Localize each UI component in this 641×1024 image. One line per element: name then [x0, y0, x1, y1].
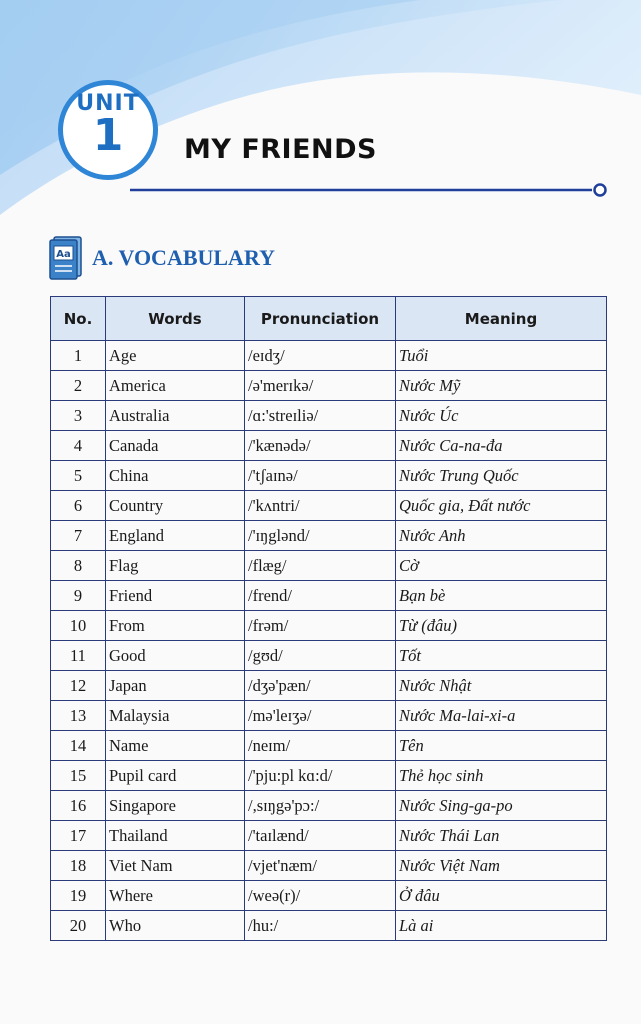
cell-pronunciation: /'pju:pl kɑ:d/: [245, 761, 396, 791]
cell-pronunciation: /frend/: [245, 581, 396, 611]
cell-pronunciation: /weə(r)/: [245, 881, 396, 911]
vocabulary-table: [50, 296, 607, 941]
header-no: No.: [51, 297, 106, 341]
cell-pronunciation: /vjet'næm/: [245, 851, 396, 881]
cell-no: 19: [51, 881, 106, 911]
cell-word: Viet Nam: [106, 851, 245, 881]
table-row: [51, 521, 607, 551]
cell-meaning: Là ai: [396, 911, 607, 941]
header-pronunciation: Pronunciation: [245, 297, 396, 341]
cell-meaning: Tuổi: [396, 341, 607, 371]
header-words: Words: [106, 297, 245, 341]
cell-meaning: Cờ: [396, 551, 607, 581]
table-row: [51, 431, 607, 461]
cell-no: 17: [51, 821, 106, 851]
cell-meaning: Quốc gia, Đất nước: [396, 491, 607, 521]
cell-pronunciation: /neɪm/: [245, 731, 396, 761]
cell-no: 3: [51, 401, 106, 431]
table-row: [51, 701, 607, 731]
table-row: [51, 641, 607, 671]
cell-meaning: Nước Ma-lai-xi-a: [396, 701, 607, 731]
table-row: [51, 341, 607, 371]
cell-word: Name: [106, 731, 245, 761]
cell-pronunciation: /'taɪlænd/: [245, 821, 396, 851]
cell-no: 6: [51, 491, 106, 521]
cell-pronunciation: /'kænədə/: [245, 431, 396, 461]
table-header-row: [51, 297, 607, 341]
svg-text:Aa: Aa: [56, 249, 71, 260]
cell-pronunciation: /ə'merɪkə/: [245, 371, 396, 401]
cell-meaning: Nước Anh: [396, 521, 607, 551]
cell-pronunciation: /ɑ:'streɪliə/: [245, 401, 396, 431]
cell-pronunciation: /dʒə'pæn/: [245, 671, 396, 701]
unit-number: 1: [92, 110, 124, 161]
cell-meaning: Nước Trung Quốc: [396, 461, 607, 491]
section-title: A. VOCABULARY: [92, 245, 275, 270]
header-meaning: Meaning: [396, 297, 607, 341]
table-row: [51, 371, 607, 401]
table-row: [51, 731, 607, 761]
unit-label: UNIT: [76, 91, 140, 116]
table-row: [51, 671, 607, 701]
cell-pronunciation: /mə'leɪʒə/: [245, 701, 396, 731]
cell-pronunciation: /'ɪŋglənd/: [245, 521, 396, 551]
cell-pronunciation: /gʊd/: [245, 641, 396, 671]
cell-no: 11: [51, 641, 106, 671]
table-row: [51, 851, 607, 881]
cell-meaning: Nước Mỹ: [396, 371, 607, 401]
cell-meaning: Ở đâu: [396, 881, 607, 911]
cell-no: 9: [51, 581, 106, 611]
cell-meaning: Bạn bè: [396, 581, 607, 611]
cell-no: 7: [51, 521, 106, 551]
cell-word: China: [106, 461, 245, 491]
cell-word: Singapore: [106, 791, 245, 821]
cell-word: Australia: [106, 401, 245, 431]
cell-word: Age: [106, 341, 245, 371]
unit-badge: [58, 80, 158, 180]
cell-pronunciation: /eɪdʒ/: [245, 341, 396, 371]
cell-word: From: [106, 611, 245, 641]
cell-meaning: Nước Việt Nam: [396, 851, 607, 881]
cell-word: Canada: [106, 431, 245, 461]
cell-no: 12: [51, 671, 106, 701]
cell-no: 2: [51, 371, 106, 401]
cell-word: Pupil card: [106, 761, 245, 791]
cell-no: 20: [51, 911, 106, 941]
title-underline: [130, 182, 610, 198]
cell-no: 1: [51, 341, 106, 371]
table-body: [51, 341, 607, 941]
table-row: [51, 761, 607, 791]
cell-meaning: Tốt: [396, 641, 607, 671]
cell-word: Who: [106, 911, 245, 941]
cell-no: 15: [51, 761, 106, 791]
table-row: [51, 791, 607, 821]
cell-word: Japan: [106, 671, 245, 701]
cell-word: Country: [106, 491, 245, 521]
table-row: [51, 401, 607, 431]
table-row: [51, 821, 607, 851]
cell-pronunciation: /'kʌntri/: [245, 491, 396, 521]
cell-no: 16: [51, 791, 106, 821]
cell-pronunciation: /,sɪŋgə'pɔ:/: [245, 791, 396, 821]
cell-meaning: Nước Nhật: [396, 671, 607, 701]
cell-meaning: Nước Sing-ga-po: [396, 791, 607, 821]
table-row: [51, 491, 607, 521]
cell-no: 13: [51, 701, 106, 731]
cell-pronunciation: /'tʃaɪnə/: [245, 461, 396, 491]
cell-word: Friend: [106, 581, 245, 611]
table-row: [51, 551, 607, 581]
vocabulary-book-icon: [47, 236, 83, 280]
cell-pronunciation: /hu:/: [245, 911, 396, 941]
cell-no: 8: [51, 551, 106, 581]
cell-meaning: Nước Thái Lan: [396, 821, 607, 851]
cell-word: America: [106, 371, 245, 401]
cell-pronunciation: /frəm/: [245, 611, 396, 641]
table-row: [51, 881, 607, 911]
cell-pronunciation: /flæg/: [245, 551, 396, 581]
cell-no: 5: [51, 461, 106, 491]
unit-title: MY FRIENDS: [184, 134, 377, 165]
cell-meaning: Tên: [396, 731, 607, 761]
cell-no: 4: [51, 431, 106, 461]
cell-word: Good: [106, 641, 245, 671]
cell-word: Where: [106, 881, 245, 911]
table-row: [51, 611, 607, 641]
cell-no: 10: [51, 611, 106, 641]
table-row: [51, 461, 607, 491]
cell-word: Thailand: [106, 821, 245, 851]
table-row: [51, 911, 607, 941]
cell-word: England: [106, 521, 245, 551]
table-row: [51, 581, 607, 611]
cell-no: 14: [51, 731, 106, 761]
cell-no: 18: [51, 851, 106, 881]
cell-word: Flag: [106, 551, 245, 581]
cell-word: Malaysia: [106, 701, 245, 731]
cell-meaning: Từ (đâu): [396, 611, 607, 641]
cell-meaning: Nước Úc: [396, 401, 607, 431]
cell-meaning: Nước Ca-na-đa: [396, 431, 607, 461]
cell-meaning: Thẻ học sinh: [396, 761, 607, 791]
